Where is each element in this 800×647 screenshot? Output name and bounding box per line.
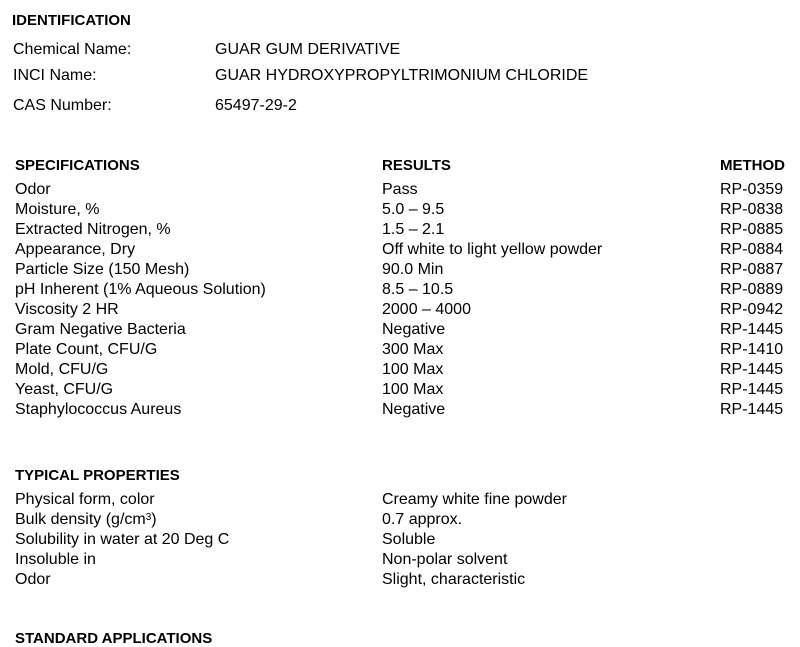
spec-name: Extracted Nitrogen, % <box>15 221 171 238</box>
property-value: Soluble <box>382 531 436 548</box>
property-value: 0.7 approx. <box>382 511 463 528</box>
spec-name: Yeast, CFU/G <box>15 381 114 398</box>
spec-method: RP-0889 <box>720 281 784 298</box>
spec-method: RP-0942 <box>720 301 784 318</box>
spec-result: Pass <box>382 181 418 198</box>
spec-method: RP-0887 <box>720 261 784 278</box>
property-label-bulk-density <box>15 510 157 530</box>
property-value: Creamy white fine powder <box>382 491 567 508</box>
spec-method: RP-1410 <box>720 341 784 358</box>
bulk-density-label-suffix: ) <box>151 511 157 528</box>
property-value: Non-polar solvent <box>382 551 508 568</box>
spec-result: 90.0 Min <box>382 261 444 278</box>
spec-result: 300 Max <box>382 341 444 358</box>
spec-result: Negative <box>382 401 446 418</box>
spec-method: RP-0885 <box>720 221 784 238</box>
inci-name-value: GUAR HYDROXYPROPYLTRIMONIUM CHLORIDE <box>215 67 589 84</box>
cas-number-label: CAS Number: <box>13 97 112 114</box>
spec-method: RP-0838 <box>720 201 784 218</box>
spec-name: Particle Size (150 Mesh) <box>15 261 190 278</box>
spec-result: 5.0 – 9.5 <box>382 201 445 218</box>
spec-name: Viscosity 2 HR <box>15 301 119 318</box>
property-label: Odor <box>15 571 51 588</box>
spec-result: 100 Max <box>382 381 444 398</box>
spec-method: RP-1445 <box>720 321 784 338</box>
typical-properties-heading: TYPICAL PROPERTIES <box>15 467 180 484</box>
chemical-name-value: GUAR GUM DERIVATIVE <box>215 41 401 58</box>
chemical-name-label: Chemical Name: <box>13 41 132 58</box>
spec-result: Negative <box>382 321 446 338</box>
spec-name: Gram Negative Bacteria <box>15 321 186 338</box>
identification-heading: IDENTIFICATION <box>12 12 131 29</box>
spec-result: 100 Max <box>382 361 444 378</box>
spec-name: pH Inherent (1% Aqueous Solution) <box>15 281 266 298</box>
cas-number-value: 65497-29-2 <box>215 97 297 114</box>
property-label: Physical form, color <box>15 491 155 508</box>
property-value: Slight, characteristic <box>382 571 526 588</box>
inci-name-label: INCI Name: <box>13 67 97 84</box>
standard-applications-heading: STANDARD APPLICATIONS <box>15 630 213 647</box>
spec-method: RP-1445 <box>720 361 784 378</box>
spec-result: 1.5 – 2.1 <box>382 221 445 238</box>
spec-name: Mold, CFU/G <box>15 361 109 378</box>
method-header: METHOD <box>720 157 785 174</box>
property-label: Insoluble in <box>15 551 96 568</box>
spec-result: 8.5 – 10.5 <box>382 281 454 298</box>
spec-name: Staphylococcus Aureus <box>15 401 182 418</box>
spec-result: Off white to light yellow powder <box>382 241 603 258</box>
spec-method: RP-0359 <box>720 181 784 198</box>
spec-result: 2000 – 4000 <box>382 301 471 318</box>
property-label: Solubility in water at 20 Deg C <box>15 531 230 548</box>
spec-method: RP-1445 <box>720 381 784 398</box>
spec-method: RP-1445 <box>720 401 784 418</box>
bulk-density-superscript: 3 <box>145 512 152 523</box>
spec-method: RP-0884 <box>720 241 784 258</box>
spec-name: Plate Count, CFU/G <box>15 341 158 358</box>
spec-name: Appearance, Dry <box>15 241 136 258</box>
spec-name: Moisture, % <box>15 201 100 218</box>
spec-name: Odor <box>15 181 51 198</box>
results-header: RESULTS <box>382 157 451 174</box>
specifications-header: SPECIFICATIONS <box>15 157 140 174</box>
bulk-density-label: Bulk density (g/cm <box>15 511 146 528</box>
